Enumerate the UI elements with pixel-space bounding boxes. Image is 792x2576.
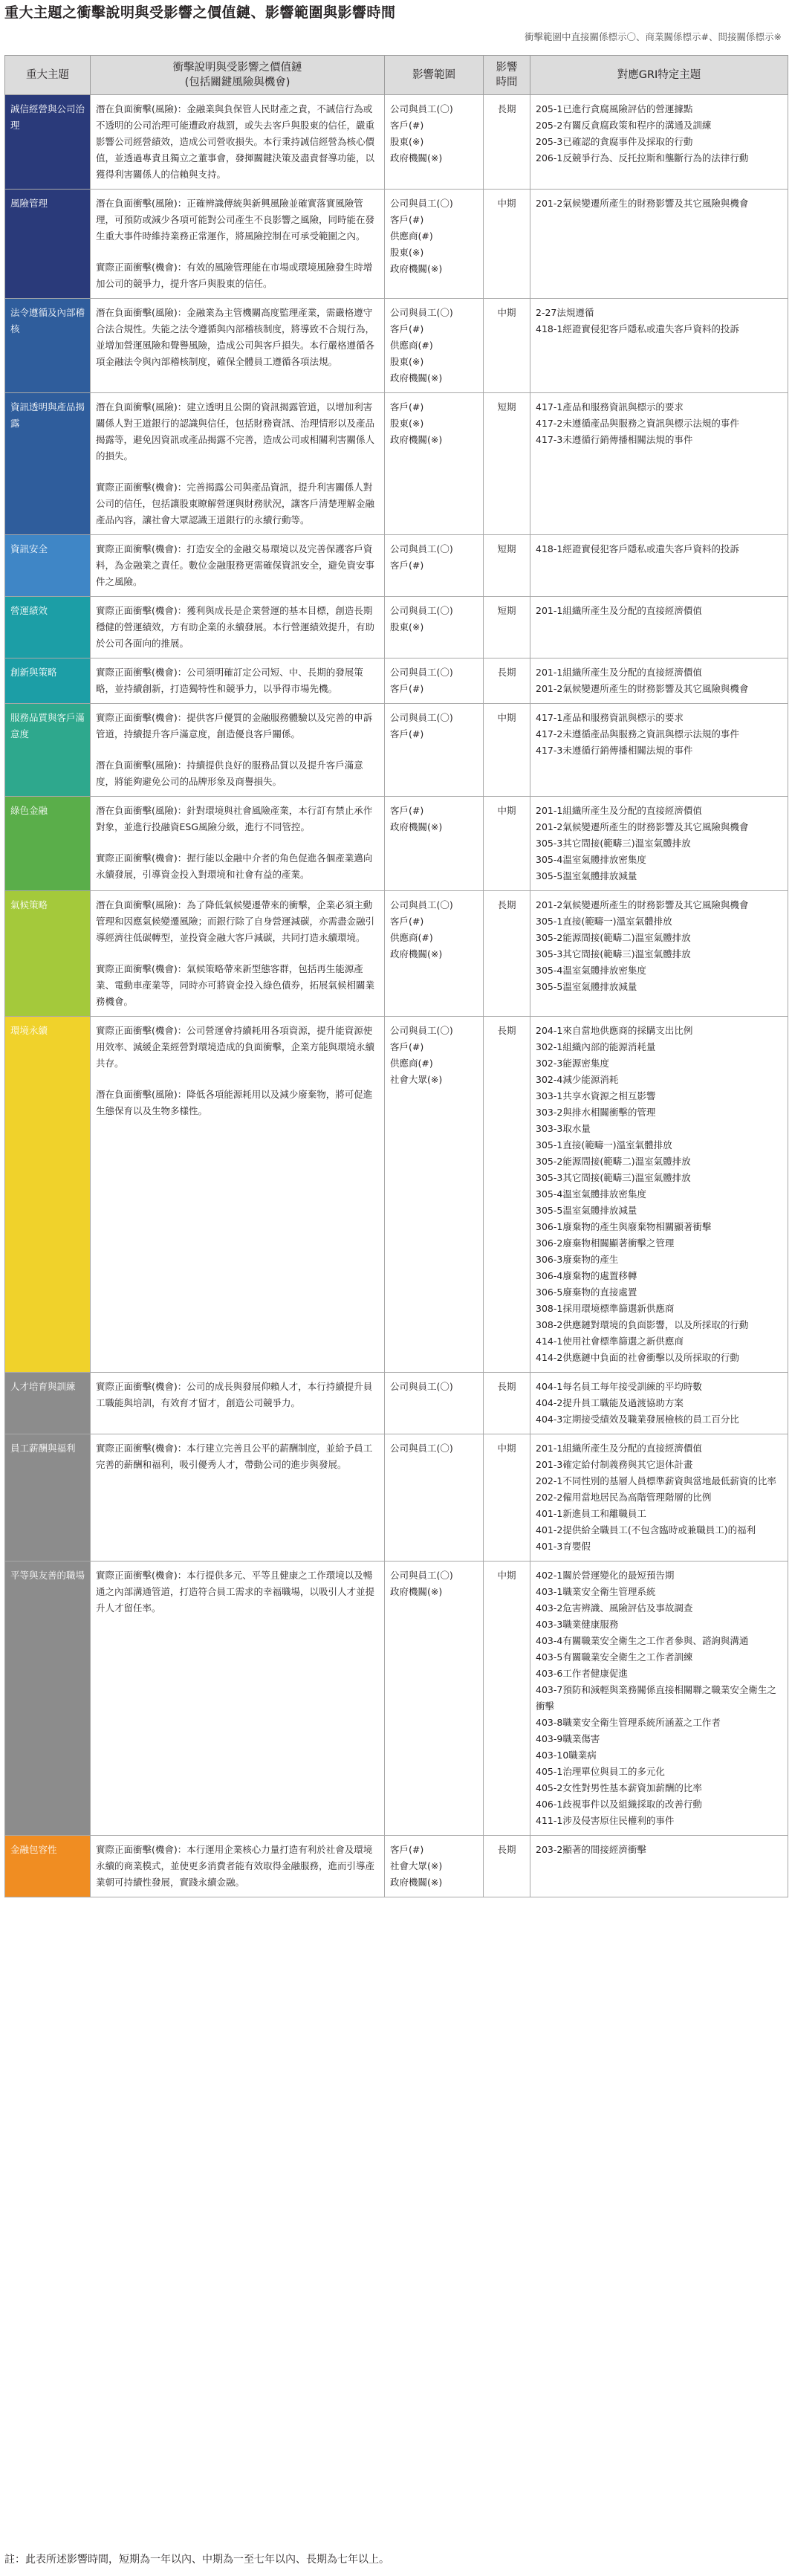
impact-paragraph: 潛在負面衝擊(風險)：正確辨識傳統與新興風險並確實落實風險管理，可預防或減少各項可能對公司產生不良影響之風險，同時能在發生重大事件時維持業務正常運作，將風險控制在可承受範圍之內。 — [96, 198, 375, 242]
table-row — [5, 891, 788, 1017]
scope-item: 公司與員工(〇) — [390, 1570, 453, 1581]
gri-item: 401-3育嬰假 — [536, 1541, 591, 1552]
gri-item: 201-1組織所產生及分配的直接經濟價值 — [536, 667, 702, 678]
gri-item: 404-3定期接受績效及職業發展檢核的員工百分比 — [536, 1414, 739, 1425]
gri-item: 417-3未遵循行銷傳播相關法規的事件 — [536, 745, 693, 756]
topic-cell: 創新與策略 — [5, 658, 91, 704]
scope-item: 股東(※) — [390, 136, 424, 147]
header-gri: 對應GRI特定主題 — [530, 56, 788, 95]
gri-item: 305-2能源間接(範疇二)溫室氣體排放 — [536, 932, 691, 943]
footnote: 註：此表所述影響時間，短期為一年以內、中期為一至七年以內、長期為七年以上。 — [4, 2554, 389, 2566]
gri-item: 202-2僱用當地居民為高階管理階層的比例 — [536, 1492, 712, 1503]
gri-item: 404-2提升員工職能及過渡協助方案 — [536, 1397, 684, 1408]
impact-narrative-cell — [91, 658, 385, 704]
topic-cell: 員工薪酬與福利 — [5, 1434, 91, 1562]
scope-item: 公司與員工(〇) — [390, 1381, 453, 1392]
topic-cell: 綠色金融 — [5, 797, 91, 891]
gri-item: 205-1已進行貪腐風險評估的營運據點 — [536, 103, 693, 114]
scope-item: 客戶(#) — [390, 401, 424, 412]
impact-term-cell: 長期 — [484, 1836, 530, 1897]
scope-item: 股東(※) — [390, 418, 424, 429]
topic-cell: 人才培育與訓練 — [5, 1373, 91, 1434]
scope-item: 客戶(#) — [390, 728, 424, 740]
impact-paragraph: 實際正面衝擊(機會)：有效的風險管理能在市場或環境風險發生時增加公司的競爭力，提升客戶與股東的信任。 — [96, 262, 373, 289]
gri-topics-cell — [530, 1373, 788, 1434]
gri-topics-cell — [530, 797, 788, 891]
gri-item: 305-1直接(範疇一)溫室氣體排放 — [536, 1139, 672, 1151]
table-row — [5, 1373, 788, 1434]
scope-item: 供應商(#) — [390, 1058, 433, 1069]
gri-item: 305-3其它間接(範疇三)溫室氣體排放 — [536, 1172, 691, 1183]
impact-scope-cell — [385, 1562, 484, 1836]
gri-item: 305-5溫室氣體排放減量 — [536, 1205, 637, 1216]
gri-topics-cell — [530, 658, 788, 704]
impact-narrative-cell — [91, 299, 385, 393]
gri-topics-cell — [530, 393, 788, 535]
topic-cell: 資訊透明與產品揭露 — [5, 393, 91, 535]
impact-scope-cell — [385, 704, 484, 797]
scope-item: 公司與員工(〇) — [390, 103, 453, 114]
impact-term-cell: 長期 — [484, 658, 530, 704]
gri-topics-cell — [530, 1562, 788, 1836]
gri-item: 205-2有關反貪腐政策和程序的溝通及訓練 — [536, 120, 712, 131]
gri-item: 305-5溫室氣體排放減量 — [536, 981, 637, 992]
impact-narrative-cell — [91, 1373, 385, 1434]
header-narrative — [91, 56, 385, 95]
scope-item: 政府機關(※) — [390, 948, 443, 959]
impact-term-cell: 中期 — [484, 1434, 530, 1562]
impact-scope-cell — [385, 299, 484, 393]
topic-cell: 資訊安全 — [5, 535, 91, 597]
impact-paragraph: 實際正面衝擊(機會)：本行運用企業核心力量打造有利於社會及環境永續的商業模式，並使更多消費者能有效取得金融服務，進而引導產業朝可持續性發展，實踐永續金融。 — [96, 1844, 375, 1888]
impact-scope-cell — [385, 393, 484, 535]
header-narrative-line2: (包括關鍵風險與機會) — [184, 77, 290, 88]
gri-item: 302-3能源密集度 — [536, 1058, 609, 1069]
scope-item: 政府機關(※) — [390, 821, 443, 832]
gri-item: 401-2提供給全職員工(不包含臨時或兼職員工)的福利 — [536, 1524, 756, 1535]
gri-topics-cell — [530, 1836, 788, 1897]
gri-item: 201-3確定給付制義務與其它退休計畫 — [536, 1459, 693, 1470]
gri-item: 418-1經證實侵犯客戶隱私或遺失客戶資料的投訴 — [536, 323, 739, 334]
impact-scope-cell — [385, 190, 484, 299]
scope-item: 公司與員工(〇) — [390, 543, 453, 554]
topic-cell: 平等與友善的職場 — [5, 1562, 91, 1836]
scope-item: 客戶(#) — [390, 560, 424, 571]
header-scope: 影響範圍 — [385, 56, 484, 95]
table-row — [5, 597, 788, 658]
impact-paragraph: 實際正面衝擊(機會)：打造安全的金融交易環境以及完善保護客戶資料，為金融業之責任。數位金融服務更需確保資訊安全，避免資安事件之風險。 — [96, 543, 375, 587]
impact-scope-cell — [385, 797, 484, 891]
gri-item: 308-2供應鏈對環境的負面影響，以及所採取的行動 — [536, 1319, 749, 1330]
scope-item: 公司與員工(〇) — [390, 198, 453, 209]
scope-item: 公司與員工(〇) — [390, 605, 453, 616]
gri-item: 302-1組織內部的能源消耗量 — [536, 1041, 656, 1052]
impact-scope-cell — [385, 535, 484, 597]
impact-narrative-cell — [91, 1836, 385, 1897]
gri-item: 205-3已確認的貪腐事件及採取的行動 — [536, 136, 693, 147]
impact-scope-cell — [385, 1836, 484, 1897]
gri-item: 305-1直接(範疇一)溫室氣體排放 — [536, 916, 672, 927]
impact-term-cell: 長期 — [484, 1017, 530, 1373]
scope-item: 政府機關(※) — [390, 263, 443, 274]
table-body — [5, 95, 788, 1897]
table-row — [5, 1562, 788, 1836]
impact-paragraph: 潛在負面衝擊(風險)：建立透明且公開的資訊揭露管道，以增加利害關係人對王道銀行的認識與信任，包括財務資訊、治理情形以及產品揭露等，避免因資訊或產品揭露不完善，造成公司或相關利害關係人的損失。 — [96, 401, 375, 462]
scope-item: 股東(※) — [390, 247, 424, 258]
gri-item: 417-1產品和服務資訊與標示的要求 — [536, 401, 684, 412]
impact-paragraph: 實際正面衝擊(機會)：握行能以金融中介者的角色促進各個產業邁向永續發展，引導資金投入對環境和社會有益的產業。 — [96, 852, 373, 880]
gri-item: 201-2氣候變遷所產生的財務影響及其它風險與機會 — [536, 821, 749, 832]
table-row — [5, 704, 788, 797]
scope-item: 公司與員工(〇) — [390, 899, 453, 910]
gri-item: 417-2未遵循產品與服務之資訊與標示法規的事件 — [536, 728, 739, 740]
gri-item: 306-1廢棄物的產生與廢棄物相關顯著衝擊 — [536, 1221, 712, 1232]
impact-paragraph: 潛在負面衝擊(風險)：為了降低氣候變遷帶來的衝擊，企業必須主動管理和因應氣候變遷風險；而銀行除了自身營運減碳，亦需盡金融引導經濟往低碳轉型，並投資金融大客戶減碳，共同打造永續環境。 — [96, 899, 375, 943]
impact-term-cell: 中期 — [484, 190, 530, 299]
scope-item: 政府機關(※) — [390, 1586, 443, 1597]
table-row — [5, 797, 788, 891]
gri-item: 2-27法規遵循 — [536, 307, 594, 318]
topic-cell: 服務品質與客戶滿意度 — [5, 704, 91, 797]
impact-scope-cell — [385, 658, 484, 704]
impact-narrative-cell — [91, 1434, 385, 1562]
gri-item: 303-3取水量 — [536, 1123, 591, 1134]
gri-item: 204-1來自當地供應商的採購支出比例 — [536, 1025, 693, 1036]
gri-item: 305-3其它間接(範疇三)溫室氣體排放 — [536, 948, 691, 959]
gri-item: 417-2未遵循產品與服務之資訊與標示法規的事件 — [536, 418, 739, 429]
gri-item: 403-7預防和減輕與業務關係直接相關聯之職業安全衛生之衝擊 — [536, 1684, 776, 1712]
impact-paragraph: 實際正面衝擊(機會)：公司營運會持續耗用各項資源，提升能資源使用效率、減緩企業經營對環境造成的負面衝擊，企業方能與環境永續共存。 — [96, 1025, 375, 1069]
scope-item: 政府機關(※) — [390, 372, 443, 384]
impact-paragraph: 實際正面衝擊(機會)：本行建立完善且公平的薪酬制度，並給予員工完善的薪酬和福利，吸引優秀人才，帶動公司的進步與發展。 — [96, 1443, 373, 1470]
gri-item: 305-4溫室氣體排放密集度 — [536, 965, 646, 976]
impact-narrative-cell — [91, 797, 385, 891]
impact-scope-cell — [385, 95, 484, 190]
gri-item: 306-5廢棄物的直接處置 — [536, 1287, 637, 1298]
impact-term-cell: 短期 — [484, 393, 530, 535]
gri-item: 417-3未遵循行銷傳播相關法規的事件 — [536, 434, 693, 445]
gri-item: 201-1組織所產生及分配的直接經濟價值 — [536, 1443, 702, 1454]
scope-item: 社會大眾(※) — [390, 1074, 443, 1085]
impact-term-cell: 短期 — [484, 535, 530, 597]
scope-item: 公司與員工(〇) — [390, 1025, 453, 1036]
table-row — [5, 190, 788, 299]
gri-item: 403-8職業安全衛生管理系統所涵蓋之工作者 — [536, 1717, 721, 1728]
materiality-table — [4, 55, 788, 1897]
gri-item: 403-10職業病 — [536, 1750, 597, 1761]
gri-topics-cell — [530, 597, 788, 658]
impact-paragraph: 實際正面衝擊(機會)：本行提供多元、平等且健康之工作環境以及暢通之內部溝通管道，打造符合員工需求的幸福職場，以吸引人才並提升人才留任率。 — [96, 1570, 375, 1614]
gri-item: 202-1不同性別的基層人員標準薪資與當地最低薪資的比率 — [536, 1475, 776, 1486]
scope-item: 客戶(#) — [390, 1844, 424, 1855]
gri-item: 305-3其它間接(範疇三)溫室氣體排放 — [536, 838, 691, 849]
gri-item: 403-5有關職業安全衛生之工作者訓練 — [536, 1651, 693, 1663]
gri-item: 306-4廢棄物的處置移轉 — [536, 1270, 637, 1281]
impact-paragraph: 實際正面衝擊(機會)：公司須明確訂定公司短、中、長期的發展策略，並持續創新，打造獨特性和競爭力，以爭得市場先機。 — [96, 667, 363, 694]
impact-term-cell: 中期 — [484, 1562, 530, 1836]
topic-cell: 環境永續 — [5, 1017, 91, 1373]
table-row — [5, 1017, 788, 1373]
gri-item: 201-2氣候變遷所產生的財務影響及其它風險與機會 — [536, 683, 749, 694]
table-row — [5, 658, 788, 704]
header-narrative-line1: 衝擊說明與受影響之價值鏈 — [172, 62, 302, 74]
impact-paragraph: 實際正面衝擊(機會)：獲利與成長是企業營運的基本目標，創造長期穩健的營運績效，方有助企業的永續發展。本行營運績效提升，有助於公司各面向的推展。 — [96, 605, 375, 649]
table-row — [5, 95, 788, 190]
gri-item: 305-2能源間接(範疇二)溫室氣體排放 — [536, 1156, 691, 1167]
scope-item: 社會大眾(※) — [390, 1860, 443, 1871]
gri-item: 206-1反競爭行為、反托拉斯和壟斷行為的法律行動 — [536, 152, 749, 164]
gri-item: 403-1職業安全衛生管理系統 — [536, 1586, 656, 1597]
scope-item: 客戶(#) — [390, 120, 424, 131]
scope-item: 供應商(#) — [390, 340, 433, 351]
gri-topics-cell — [530, 704, 788, 797]
gri-item: 403-4有關職業安全衛生之工作者參與、諮詢與溝通 — [536, 1635, 749, 1646]
impact-paragraph: 實際正面衝擊(機會)：公司的成長與發展仰賴人才，本行持續提升員工職能與培訓，有效育才留才，創造公司競爭力。 — [96, 1381, 373, 1408]
relation-legend: 衝擊範圍中直接關係標示〇、商業關係標示#、間接關係標示※ — [525, 31, 782, 42]
table-header-row — [5, 56, 788, 95]
gri-item: 406-1歧視事件以及組織採取的改善行動 — [536, 1799, 702, 1810]
scope-item: 股東(※) — [390, 621, 424, 632]
table-row — [5, 535, 788, 597]
gri-item: 303-2與排水相關衝擊的管理 — [536, 1107, 656, 1118]
gri-item: 402-1關於營運變化的最短預告期 — [536, 1570, 675, 1581]
table-row — [5, 1836, 788, 1897]
topic-cell: 誠信經營與公司治理 — [5, 95, 91, 190]
header-term-line1: 影響 — [496, 62, 518, 74]
impact-paragraph: 潛在負面衝擊(風險)：金融業為主管機關高度監理產業，需嚴格遵守合法合規性。失能之法令遵循與內部稽核制度，將導致不合規行為，並增加營運風險和聲譽風險，造成公司與客戶損失。本行嚴格遵循各項金融法令與內部稽核制度，確保全體員工遵循各項法規。 — [96, 307, 375, 367]
impact-paragraph: 實際正面衝擊(機會)：完善揭露公司與產品資訊，提升利害關係人對公司的信任，包括讓股東瞭解營運與財務狀況，讓客戶清楚理解金融產品內容，讓社會大眾認識王道銀行的永續行動等。 — [96, 482, 375, 525]
scope-item: 客戶(#) — [390, 1041, 424, 1052]
impact-term-cell: 長期 — [484, 891, 530, 1017]
impact-narrative-cell — [91, 393, 385, 535]
impact-term-cell: 中期 — [484, 299, 530, 393]
gri-topics-cell — [530, 95, 788, 190]
gri-item: 306-2廢棄物相關顯著衝擊之管理 — [536, 1237, 675, 1249]
impact-narrative-cell — [91, 1017, 385, 1373]
gri-item: 403-3職業健康服務 — [536, 1619, 619, 1630]
gri-topics-cell — [530, 299, 788, 393]
gri-item: 302-4減少能源消耗 — [536, 1074, 619, 1085]
scope-item: 客戶(#) — [390, 214, 424, 225]
gri-item: 403-2危害辨識、風險評估及事故調查 — [536, 1602, 693, 1614]
table-row — [5, 299, 788, 393]
gri-item: 305-5溫室氣體排放減量 — [536, 870, 637, 881]
gri-item: 201-2氣候變遷所產生的財務影響及其它風險與機會 — [536, 198, 749, 209]
scope-item: 供應商(#) — [390, 932, 433, 943]
gri-topics-cell — [530, 1017, 788, 1373]
gri-item: 203-2顯著的間接經濟衝擊 — [536, 1844, 646, 1855]
gri-item: 303-1共享水資源之相互影響 — [536, 1090, 656, 1101]
impact-scope-cell — [385, 1017, 484, 1373]
impact-narrative-cell — [91, 535, 385, 597]
scope-item: 客戶(#) — [390, 683, 424, 694]
scope-item: 公司與員工(〇) — [390, 667, 453, 678]
impact-paragraph: 潛在負面衝擊(風險)：針對環境與社會風險產業，本行訂有禁止承作對象，並進行投融資ESG風險分級，進行不同管控。 — [96, 805, 373, 832]
gri-item: 403-9職業傷害 — [536, 1733, 600, 1744]
impact-narrative-cell — [91, 1562, 385, 1836]
impact-paragraph: 潛在負面衝擊(風險)：降低各項能源耗用以及減少廢棄物，將可促進生態保育以及生物多樣性。 — [96, 1089, 373, 1116]
gri-item: 305-4溫室氣體排放密集度 — [536, 854, 646, 865]
impact-paragraph: 實際正面衝擊(機會)：提供客戶優質的金融服務體驗以及完善的申訴管道，持續提升客戶滿意度，創造優良客戶關係。 — [96, 712, 373, 740]
header-term — [484, 56, 530, 95]
gri-item: 306-3廢棄物的產生 — [536, 1254, 619, 1265]
topic-cell: 氣候策略 — [5, 891, 91, 1017]
gri-item: 405-2女性對男性基本薪資加薪酬的比率 — [536, 1782, 702, 1793]
gri-item: 414-2供應鏈中負面的社會衝擊以及所採取的行動 — [536, 1352, 739, 1363]
gri-item: 201-1組織所產生及分配的直接經濟價值 — [536, 605, 702, 616]
impact-term-cell: 長期 — [484, 1373, 530, 1434]
header-topic: 重大主題 — [5, 56, 91, 95]
scope-item: 客戶(#) — [390, 916, 424, 927]
gri-item: 405-1治理單位與員工的多元化 — [536, 1766, 665, 1777]
scope-item: 供應商(#) — [390, 230, 433, 242]
gri-topics-cell — [530, 1434, 788, 1562]
gri-item: 201-2氣候變遷所產生的財務影響及其它風險與機會 — [536, 899, 749, 910]
impact-term-cell: 中期 — [484, 797, 530, 891]
table-row — [5, 393, 788, 535]
gri-topics-cell — [530, 535, 788, 597]
gri-topics-cell — [530, 891, 788, 1017]
impact-scope-cell — [385, 597, 484, 658]
gri-topics-cell — [530, 190, 788, 299]
impact-scope-cell — [385, 1434, 484, 1562]
impact-term-cell: 中期 — [484, 704, 530, 797]
impact-narrative-cell — [91, 891, 385, 1017]
scope-item: 公司與員工(〇) — [390, 307, 453, 318]
scope-item: 客戶(#) — [390, 323, 424, 334]
topic-cell: 金融包容性 — [5, 1836, 91, 1897]
gri-item: 411-1涉及侵害原住民權利的事件 — [536, 1815, 675, 1826]
scope-item: 政府機關(※) — [390, 434, 443, 445]
scope-item: 客戶(#) — [390, 805, 424, 816]
impact-paragraph: 實際正面衝擊(機會)：氣候策略帶來新型態客群，包括再生能源產業、電動車產業等，同時亦可將資金投入綠色債券，拓展氣候相關業務機會。 — [96, 963, 375, 1007]
impact-narrative-cell — [91, 95, 385, 190]
impact-narrative-cell — [91, 704, 385, 797]
scope-item: 政府機關(※) — [390, 152, 443, 164]
gri-item: 401-1新進員工和離職員工 — [536, 1508, 646, 1519]
scope-item: 公司與員工(〇) — [390, 1443, 453, 1454]
impact-paragraph: 潛在負面衝擊(風險)：金融業與負保管人民財產之責，不誠信行為或不透明的公司治理可能遭政府裁罰，或失去客戶與股東的信任，嚴重影響公司經營績效，造成公司營收損失。本行秉持誠信經營為核心價值，並透過專責且獨立之董事會，發揮關鍵決策及盡責督導功能，以獲得利害關係人的信賴與支持。 — [96, 103, 375, 180]
impact-scope-cell — [385, 891, 484, 1017]
impact-term-cell: 短期 — [484, 597, 530, 658]
scope-item: 股東(※) — [390, 356, 424, 367]
table-row — [5, 1434, 788, 1562]
impact-narrative-cell — [91, 597, 385, 658]
impact-narrative-cell — [91, 190, 385, 299]
gri-item: 201-1組織所產生及分配的直接經濟價值 — [536, 805, 702, 816]
impact-term-cell: 長期 — [484, 95, 530, 190]
gri-item: 418-1經證實侵犯客戶隱私或遺失客戶資料的投訴 — [536, 543, 739, 554]
page-title: 重大主題之衝擊說明與受影響之價值鏈、影響範圍與影響時間 — [4, 4, 396, 21]
topic-cell: 法令遵循及內部稽核 — [5, 299, 91, 393]
scope-item: 政府機關(※) — [390, 1877, 443, 1888]
gri-item: 308-1採用環境標準篩選新供應商 — [536, 1303, 675, 1314]
gri-item: 305-4溫室氣體排放密集度 — [536, 1188, 646, 1200]
gri-item: 414-1使用社會標準篩選之新供應商 — [536, 1336, 684, 1347]
topic-cell: 營運績效 — [5, 597, 91, 658]
scope-item: 公司與員工(〇) — [390, 712, 453, 723]
header-term-line2: 時間 — [496, 77, 518, 88]
gri-item: 404-1每名員工每年接受訓練的平均時數 — [536, 1381, 702, 1392]
impact-paragraph: 潛在負面衝擊(風險)：持續提供良好的服務品質以及提升客戶滿意度，將能夠避免公司的品牌形象及商譽損失。 — [96, 760, 363, 787]
impact-scope-cell — [385, 1373, 484, 1434]
gri-item: 403-6工作者健康促進 — [536, 1668, 628, 1679]
gri-item: 417-1產品和服務資訊與標示的要求 — [536, 712, 684, 723]
topic-cell: 風險管理 — [5, 190, 91, 299]
